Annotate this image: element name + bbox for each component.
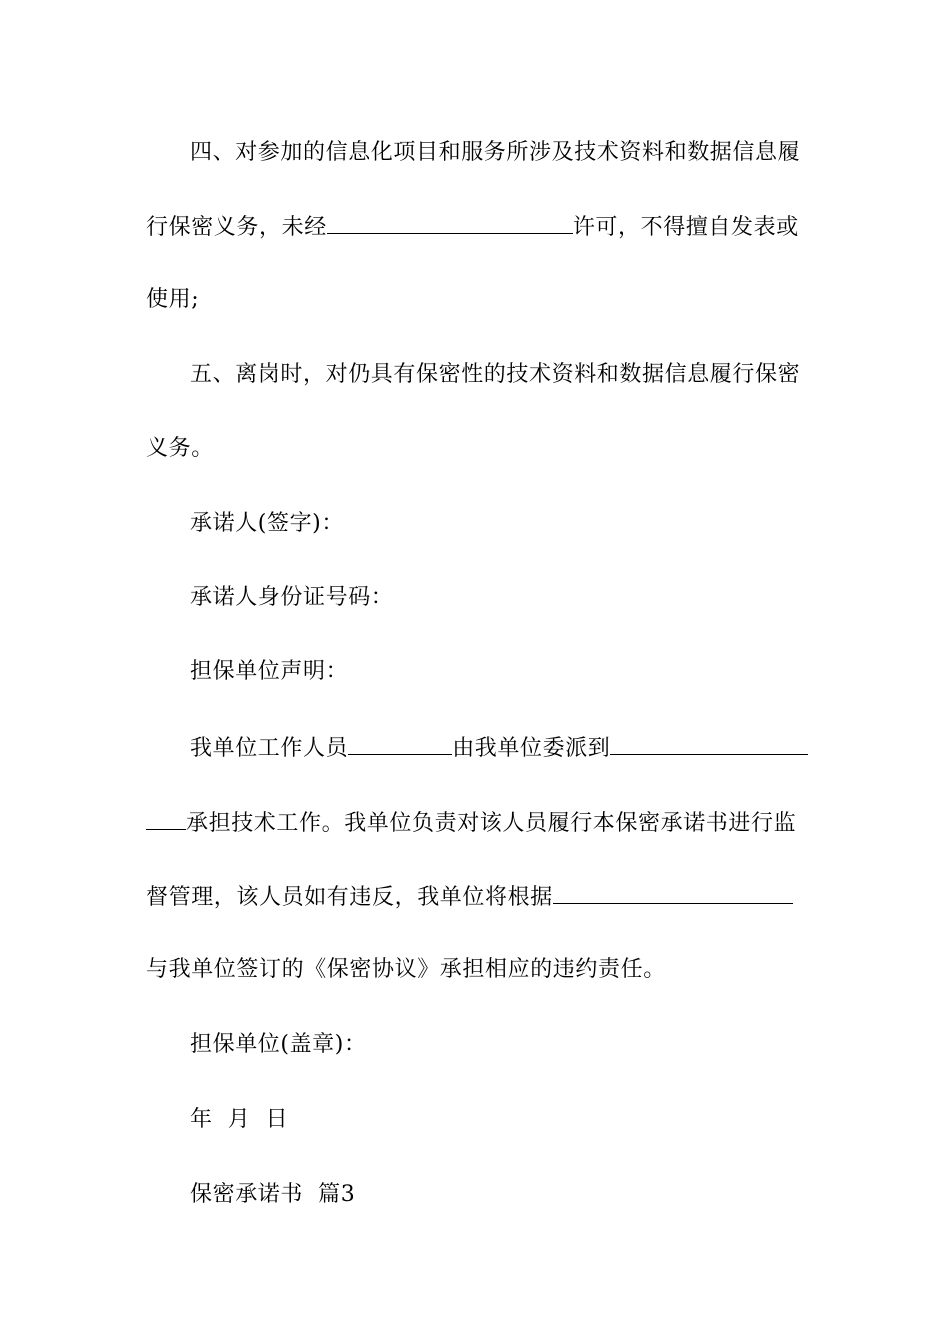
guarantor-seal-line: [0, 1030, 950, 1060]
guarantor-seal-label: 担保单位(盖章)：: [190, 1032, 367, 1057]
paragraph-4-text-2a: 行保密义务，未经: [146, 215, 327, 240]
blank-assigned-unit-part-1: [610, 732, 808, 755]
blank-authorizer-field: [327, 211, 573, 234]
paragraph-5-line-1: [0, 360, 950, 390]
statement-text-3: 督管理，该人员如有违反，我单位将根据: [146, 885, 553, 910]
paragraph-5-text-2: 义务。: [146, 436, 214, 461]
statement-line-1: [0, 732, 950, 764]
statement-text-2: 承担技术工作。我单位负责对该人员履行本保密承诺书进行监: [186, 811, 797, 836]
next-section-title-text: 保密承诺书 篇3: [190, 1182, 356, 1207]
statement-text-4: 与我单位签订的《保密协议》承担相应的违约责任。: [146, 957, 666, 982]
guarantor-statement-label: 担保单位声明：: [190, 659, 349, 684]
signer-label: 承诺人(签字)：: [190, 511, 344, 536]
statement-line-4: [0, 955, 950, 985]
next-section-title: [0, 1180, 950, 1210]
paragraph-5-text-1: 五、离岗时，对仍具有保密性的技术资料和数据信息履行保密: [190, 362, 801, 387]
blank-employee-name: [348, 732, 452, 755]
paragraph-4-line-2: [0, 211, 950, 243]
blank-party-name: [553, 881, 793, 904]
guarantor-statement-heading: [0, 657, 950, 687]
date-label: 年 月 日: [190, 1107, 289, 1132]
paragraph-4-text-2b: 许可，不得擅自发表或: [572, 215, 799, 240]
statement-text-1a: 我单位工作人员: [190, 736, 349, 761]
signer-id-label: 承诺人身份证号码：: [190, 585, 394, 610]
paragraph-4-text-3: 使用;: [146, 287, 200, 312]
paragraph-4-line-1: [0, 138, 950, 168]
statement-text-1b: 由我单位委派到: [452, 736, 611, 761]
statement-line-3: [0, 881, 950, 913]
paragraph-5-line-2: [0, 434, 950, 464]
statement-line-2: [0, 807, 950, 839]
signer-id-line: [0, 583, 950, 613]
paragraph-4-line-3: [0, 285, 950, 315]
blank-assigned-unit-part-2: [146, 807, 186, 830]
signer-line: [0, 509, 950, 539]
paragraph-4-text-1: 四、对参加的信息化项目和服务所涉及技术资料和数据信息履: [190, 140, 801, 165]
date-line: [0, 1105, 950, 1135]
